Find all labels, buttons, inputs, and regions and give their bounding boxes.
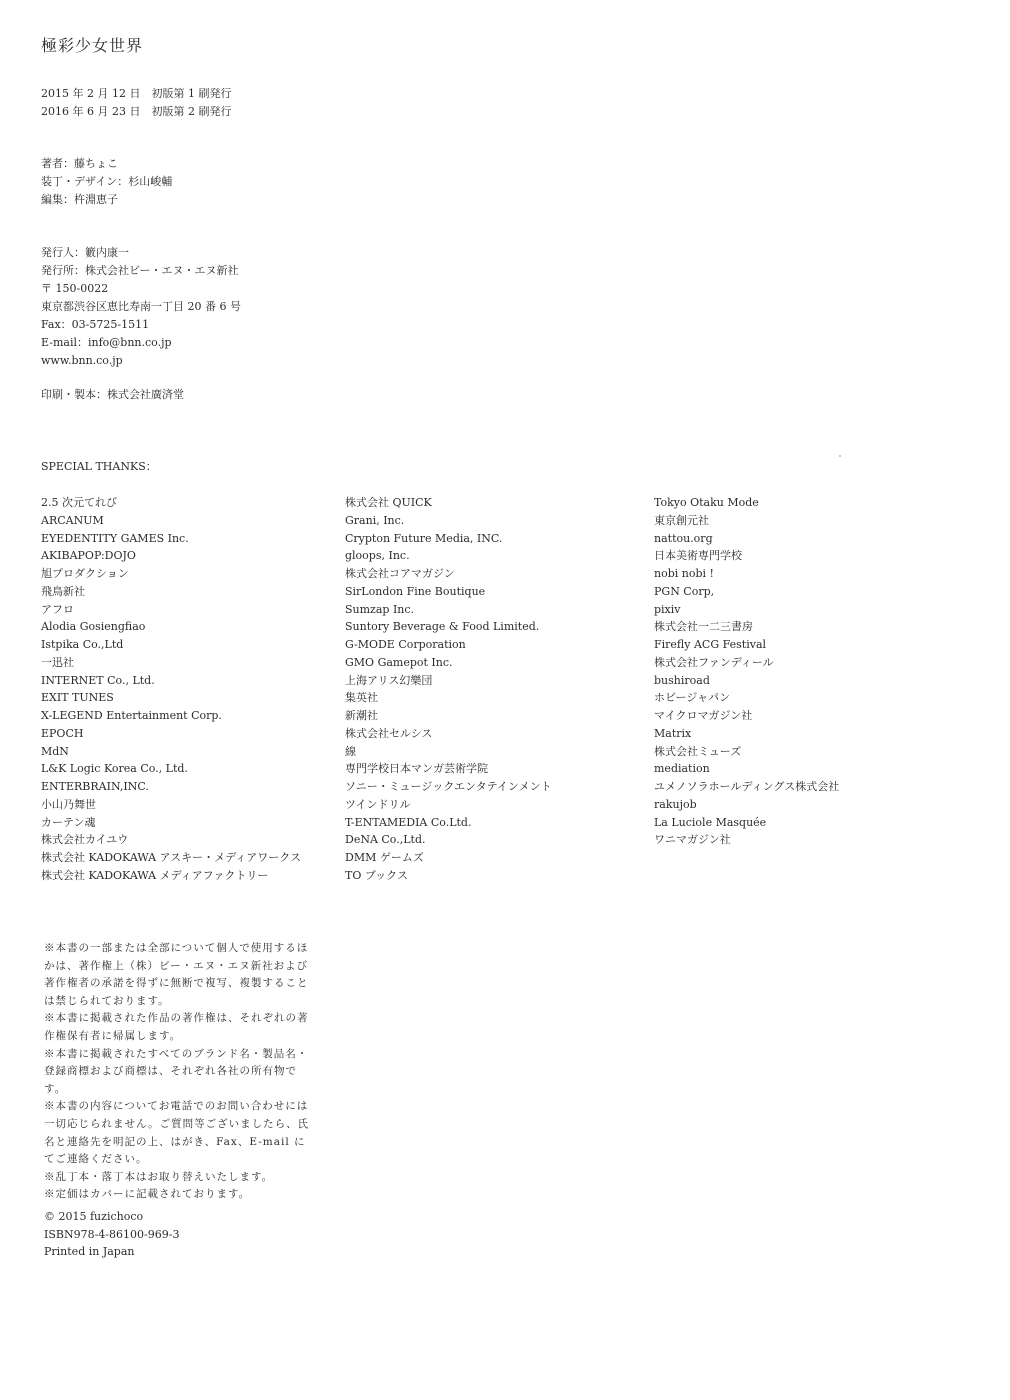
thanks-item: rakujob [654, 797, 697, 811]
thanks-item: Suntory Beverage & Food Limited. [345, 620, 540, 634]
thanks-item: nattou.org [654, 531, 713, 545]
thanks-item: PGN Corp, [654, 584, 715, 598]
address: 東京都渋谷区恵比寿南一丁目 20 番 6 号 [41, 300, 241, 313]
thanks-item: 旭プロダクション [41, 567, 129, 580]
isbn: ISBN978-4-86100-969-3 [44, 1227, 180, 1241]
edition-list [41, 85, 231, 121]
thanks-item: TO ブックス [345, 868, 408, 882]
credit-author: 著者：藤ちょこ [41, 157, 118, 170]
thanks-item: DeNA Co.,Ltd. [345, 833, 426, 847]
note-price: ※定価はカバーに記載されております。 [44, 1188, 251, 1201]
thanks-item: Tokyo Otaku Mode [654, 496, 759, 509]
thanks-item: GMO Gamepot Inc. [345, 655, 453, 669]
thanks-item: ホビージャパン [654, 691, 731, 705]
thanks-item: DMM ゲームズ [345, 851, 424, 864]
publisher-person: 発行人：籔内康一 [41, 246, 129, 259]
note-artwork-rights: ※本書に掲載された作品の著作権は、それぞれの著作権保有者に帰属します。 [44, 1012, 309, 1042]
note-trademarks: ※本書に掲載されたすべてのブランド名・製品名・登録商標および商標は、それぞれ各社の所有物です。 [44, 1047, 309, 1095]
thanks-item: 株式会社一二三書房 [654, 620, 753, 634]
thanks-item: 株式会社 QUICK [345, 496, 432, 509]
thanks-item: 株式会社カイユウ [41, 833, 129, 847]
thanks-item: INTERNET Co., Ltd. [41, 673, 155, 687]
thanks-item: 集英社 [345, 691, 378, 705]
thanks-item: Crypton Future Media, INC. [345, 531, 503, 545]
thanks-item: T-ENTAMEDIA Co.Ltd. [345, 815, 472, 829]
publisher-company: 発行所：株式会社ビー・エヌ・エヌ新社 [41, 264, 239, 277]
colophon [44, 1208, 179, 1261]
thanks-item: Sumzap Inc. [345, 602, 415, 616]
thanks-item: 2.5 次元てれび [41, 496, 117, 509]
thanks-item: mediation [654, 762, 710, 776]
thanks-item: ソニー・ミュージックエンタテインメント [345, 780, 552, 793]
note-copyright: ※本書の一部または全部について個人で使用するほかは、著作権上（株）ビー・エヌ・エヌ新社および著作権者の承諾を得ずに無断で複写、複製することは禁じられております。 [44, 942, 309, 1007]
note-inquiries: ※本書の内容についてお電話でのお問い合わせには一切応じられません。ご質問等ございましたら、氏名と連絡先を明記の上、はがき、Fax、E-mail にてご連絡ください。 [44, 1100, 310, 1166]
thanks-item: EYEDENTITY GAMES Inc. [41, 531, 189, 545]
thanks-item: 線 [345, 744, 356, 758]
printing-info: 印刷・製本：株式会社廣済堂 [41, 388, 184, 401]
thanks-item: Firefly ACG Festival [654, 638, 767, 651]
thanks-column-2 [345, 494, 552, 885]
thanks-item: SirLondon Fine Boutique [345, 584, 486, 598]
credits-list [41, 155, 172, 209]
thanks-item: nobi nobi ! [654, 567, 714, 580]
thanks-item: 一迅社 [41, 655, 74, 669]
edition-line: 2015 年 2 月 12 日 初版第 1 刷発行 [41, 87, 232, 100]
thanks-item: 日本美術専門学校 [654, 549, 742, 563]
thanks-item: ARCANUM [41, 513, 104, 527]
thanks-item: アフロ [41, 602, 74, 616]
thanks-item: 株式会社ファンディール [654, 655, 774, 669]
thanks-item: pixiv [654, 602, 681, 616]
thanks-item: カーテン魂 [41, 815, 96, 829]
thanks-item: 上海アリス幻樂団 [345, 673, 433, 687]
edition-line: 2016 年 6 月 23 日 初版第 2 刷発行 [41, 105, 232, 118]
copyright: © 2015 fuzichoco [44, 1210, 144, 1223]
thanks-item: 東京創元社 [654, 513, 709, 527]
postal-code: 〒 150-0022 [41, 282, 109, 295]
thanks-item: EPOCH [41, 726, 84, 740]
thanks-item: Matrix [654, 726, 692, 740]
printed-in: Printed in Japan [44, 1245, 135, 1259]
stray-mark [839, 455, 841, 457]
thanks-heading: SPECIAL THANKS： [41, 460, 157, 473]
thanks-item: EXIT TUNES [41, 691, 114, 705]
credit-editor: 編集：杵淵恵子 [41, 193, 118, 206]
thanks-item: 専門学校日本マンガ芸術学院 [345, 762, 488, 776]
thanks-item: gloops, Inc. [345, 549, 410, 563]
thanks-item: ユメノソラホールディングス株式会社 [654, 780, 840, 793]
thanks-item: X-LEGEND Entertainment Corp. [41, 709, 222, 722]
thanks-item: AKIBAPOP:DOJO [41, 549, 136, 563]
email: E-mail：info@bnn.co.jp [41, 336, 172, 349]
thanks-item: ワニマガジン社 [654, 833, 731, 847]
website: www.bnn.co.jp [41, 354, 123, 367]
thanks-item: 株式会社 KADOKAWA アスキー・メディアワークス [41, 851, 302, 864]
thanks-item: 株式会社ミューズ [654, 744, 742, 758]
thanks-item: 株式会社 KADOKAWA メディアファクトリー [41, 868, 269, 882]
thanks-item: ENTERBRAIN,INC. [41, 780, 149, 793]
thanks-item: Istpika Co.,Ltd [41, 638, 124, 651]
legal-notes [44, 940, 316, 1204]
thanks-item: 飛鳥新社 [41, 584, 85, 598]
thanks-item: 株式会社セルシス [345, 726, 433, 740]
thanks-item: 株式会社コアマガジン [345, 567, 455, 580]
fax: Fax：03-5725-1511 [41, 318, 150, 331]
thanks-item: MdN [41, 744, 69, 758]
thanks-item: 新潮社 [345, 709, 378, 722]
thanks-item: Grani, Inc. [345, 513, 405, 527]
book-title: 極彩少女世界 [41, 36, 144, 55]
thanks-item: La Luciole Masquée [654, 815, 767, 829]
thanks-item: Alodia Gosiengfiao [41, 620, 146, 634]
thanks-item: 小山乃舞世 [41, 797, 96, 811]
thanks-item: ツインドリル [345, 797, 411, 811]
credit-design: 装丁・デザイン：杉山峻輔 [41, 175, 173, 188]
thanks-item: bushiroad [654, 673, 710, 687]
thanks-item: L&K Logic Korea Co., Ltd. [41, 762, 188, 776]
thanks-column-1 [41, 494, 301, 885]
thanks-item: G-MODE Corporation [345, 638, 466, 651]
thanks-column-3 [654, 494, 839, 849]
thanks-item: マイクロマガジン社 [654, 709, 753, 722]
note-defects: ※乱丁本・落丁本はお取り替えいたします。 [44, 1170, 274, 1183]
publisher-info [41, 244, 241, 370]
